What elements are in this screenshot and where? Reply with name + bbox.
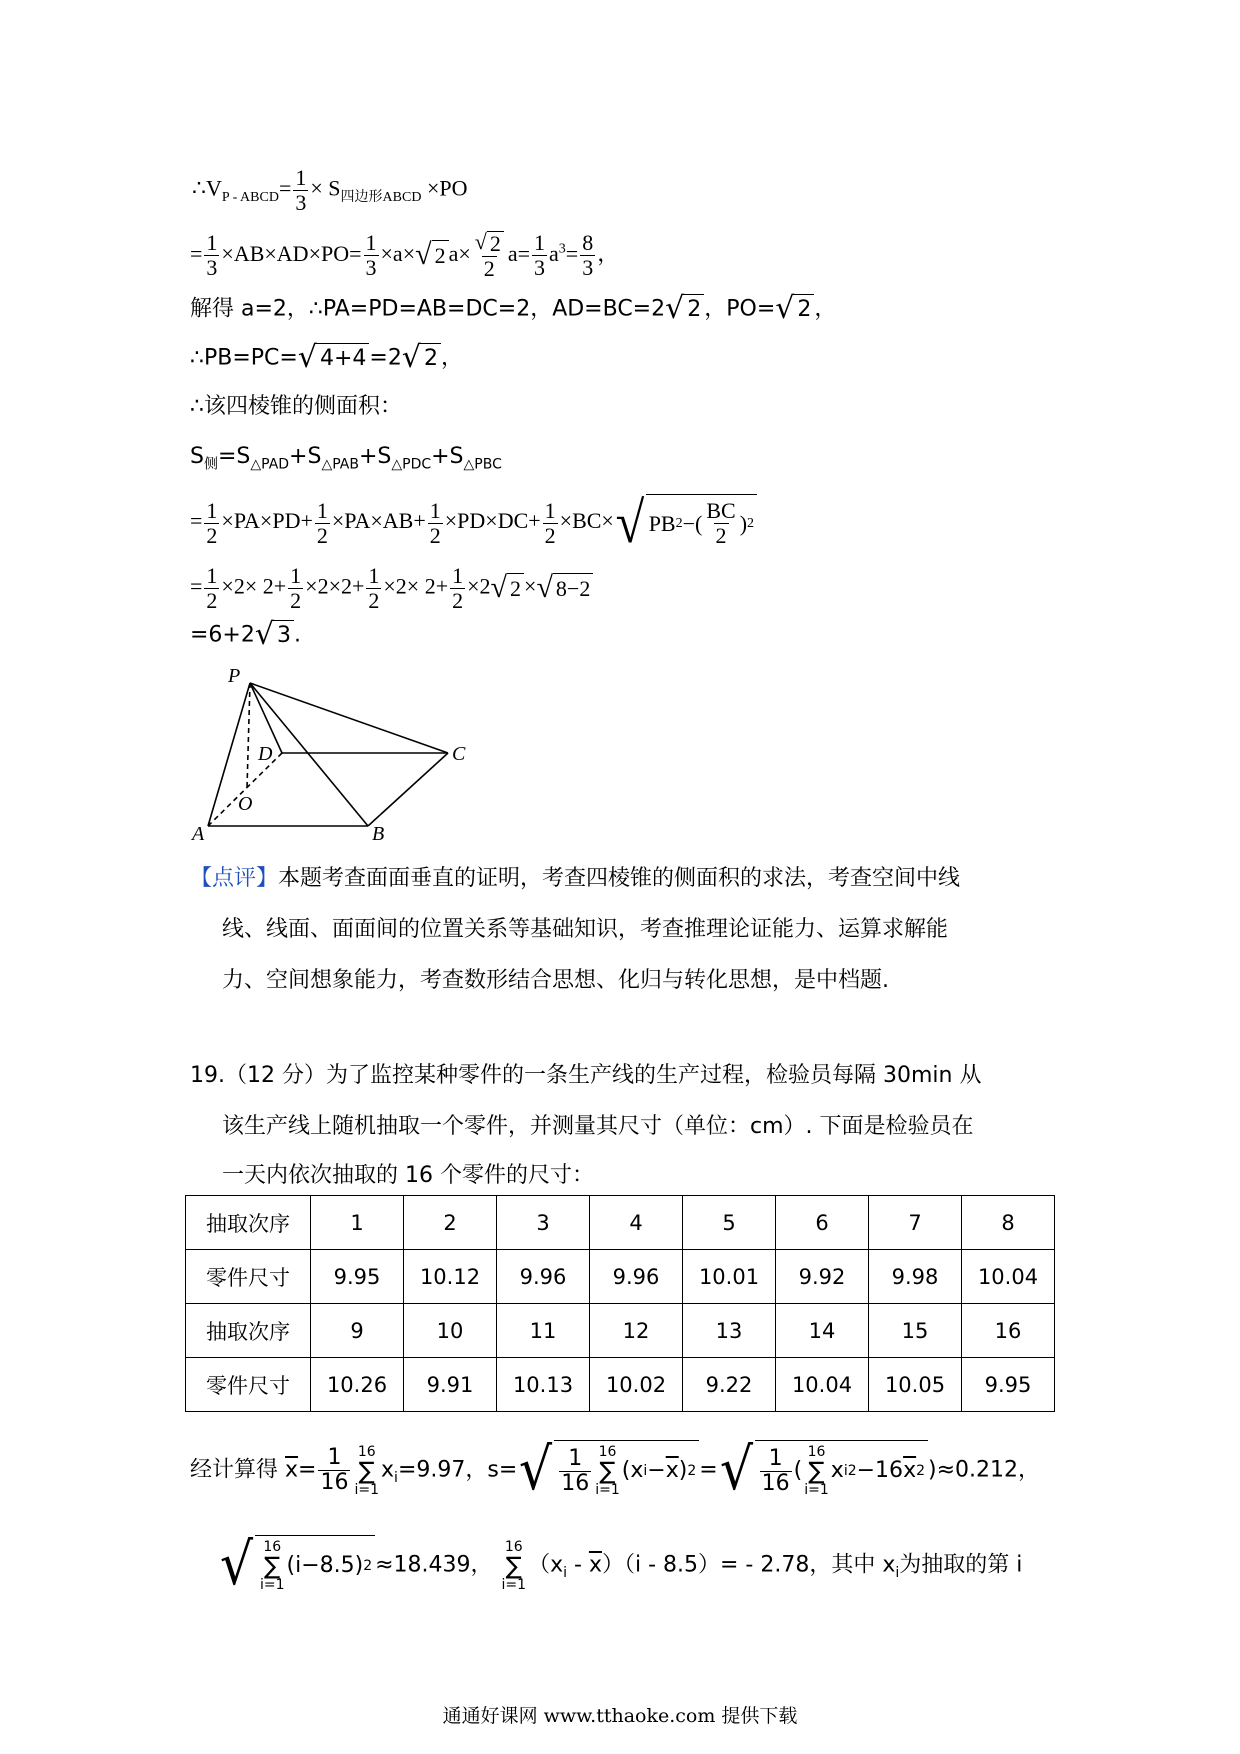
lateral-area-expansion: = $\frac{1}{2}$ ×PA×PD+ $\frac{1}{2}$ ×PA×AB+ $\frac{1}{2}$ ×PD×DC+ $\frac{1}{2}$ ×BC× √ PB 2 −( $\frac{BC}{2}$ ) 2 xyxy=(190,494,757,552)
label-c: C xyxy=(452,743,466,765)
summation: 16 ∑ i=1 xyxy=(354,1443,380,1498)
table-header: 抽取次序 xyxy=(186,1196,311,1250)
lateral-area-heading: ∴该四棱锥的侧面积： xyxy=(190,394,402,419)
solve-a-line: 解得 a=2，∴PA=PD=AB=DC=2，AD=BC=2 √ 2 ，PO= √ 2 ， xyxy=(190,291,837,326)
volume-expansion-line: = $\frac{1}{3}$ ×AB×AD×PO= $\frac{1}{3}$ ×a× √ 2 a× √ 2 2 a= $\frac{1}{3}$ $a^3=$ $\frac{8}{3}$ ， xyxy=(190,229,620,282)
comment-line-2: 线、线面、面面间的位置关系等基础知识，考查推理论证能力、运算求解能 xyxy=(222,917,949,942)
table-header: 抽取次序 xyxy=(186,1304,311,1358)
sqrt: √ 2 xyxy=(415,240,448,271)
sqrt: √ PB 2 −( $\frac{BC}{2}$ ) 2 xyxy=(614,494,757,552)
table-row: 零件尺寸 9.95 10.12 9.96 9.96 10.01 9.92 9.98 10.04 xyxy=(186,1250,1055,1304)
comment-line-1: 【点评】本题考查面面垂直的证明，考查四棱锥的侧面积的求法，考查空间中线 xyxy=(190,866,961,891)
label-o: O xyxy=(238,793,253,815)
lateral-area-result: =6+2 √ 3 . xyxy=(190,617,301,652)
label-a: A xyxy=(192,823,205,840)
fraction: $\frac{1}{3}$ xyxy=(295,165,307,215)
volume-formula-line: $\therefore V_{P - ABCD}=$ $\frac{1}{3}$ × $S_{四边形ABCD} \times PO$ xyxy=(192,165,468,215)
statistics-line-2: √ 16 ∑ i=1 (i−8.5) 2 ≈18.439， 16 ∑ i=1 $(x_i - \overline{x})(i - 8.5)= - 2.78$，其中 $x_i$为抽取的第 i xyxy=(219,1530,1023,1598)
table-row: 零件尺寸 10.26 9.91 10.13 10.02 9.22 10.04 10.05 9.95 xyxy=(186,1358,1055,1412)
label-b: B xyxy=(372,823,385,840)
problem-19-line-3: 一天内依次抽取的 16 个零件的尺寸： xyxy=(222,1163,594,1188)
part-size-table xyxy=(185,1195,1055,1412)
pb-pc-line: ∴PB=PC= √ 4+4 =2 √ 2 ， xyxy=(190,340,463,375)
table-header: 零件尺寸 xyxy=(186,1358,311,1412)
sqrt: √ 16 ∑ i=1 (i−8.5) 2 xyxy=(218,1535,375,1596)
table-row: 抽取次序 1 2 3 4 5 6 7 8 xyxy=(186,1196,1055,1250)
sqrt: √ $\frac{1}{16}$ 16 ∑ i=1 (x i − $\overline{x}$ ) 2 xyxy=(517,1440,699,1501)
label-p: P xyxy=(228,665,241,687)
comment-bracket: 【点评】 xyxy=(190,866,279,891)
label-d: D xyxy=(258,743,273,765)
summation: 16 ∑ i=1 xyxy=(501,1538,527,1593)
pyramid-figure xyxy=(190,660,480,840)
table-header: 零件尺寸 xyxy=(186,1250,311,1304)
problem-19-line-2: 该生产线上随机抽取一个零件，并测量其尺寸（单位：cm）. 下面是检验员在 xyxy=(222,1114,974,1139)
statistics-line-1: 经计算得 $\overline{x}=$ $\frac{1}{16}$ 16 ∑ i=1 $x_i=9.97$，s= √ $\frac{1}{16}$ 16 ∑ i=1 (x i − $\overline{x}$ ) 2 = √ $\frac{1}{16}$ ( 16 ∑ i=1 x i 2 −16 $\overline{x}$ 2 )≈0.212， xyxy=(190,1435,1041,1503)
lateral-area-sum: $S_侧=S_{\triangle PAD}+S_{\triangle PAB}+S_{\triangle PDC}+S_{\triangle PBC}$ xyxy=(190,444,502,473)
footer-credit: 通通好课网 www.tthaoke.com 提供下载 xyxy=(442,1705,798,1727)
comment-line-3: 力、空间想象能力，考查数形结合思想、化归与转化思想，是中档题. xyxy=(222,968,889,993)
table-row: 抽取次序 9 10 11 12 13 14 15 16 xyxy=(186,1304,1055,1358)
lateral-area-numeric: = $\frac{1}{2}$ ×2× 2+ $\frac{1}{2}$ ×2×2+ $\frac{1}{2}$ ×2× 2+ $\frac{1}{2}$ ×2 √ 2 × √ 8−2 xyxy=(190,564,593,613)
sqrt: √ $\frac{1}{16}$ ( 16 ∑ i=1 x i 2 −16 $\overline{x}$ 2 xyxy=(718,1440,928,1501)
problem-19-line-1: 19.（12 分）为了监控某种零件的一条生产线的生产过程，检验员每隔 30min 从 xyxy=(190,1063,982,1088)
